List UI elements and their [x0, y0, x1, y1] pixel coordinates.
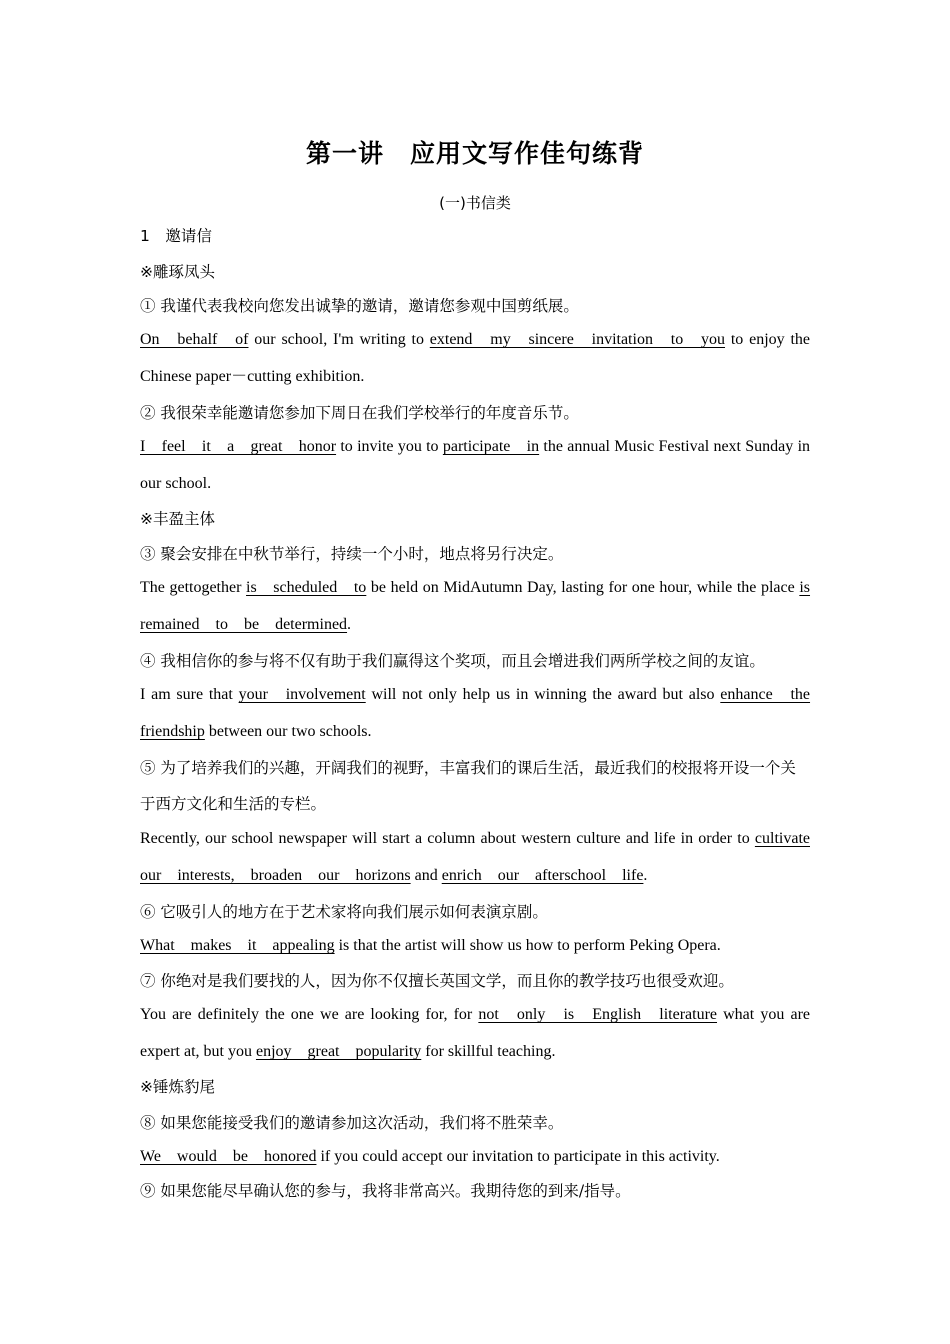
- item-4-english: [140, 676, 810, 750]
- sentence-text: Recently, our school newspaper will start a column about western culture and life in order to: [140, 830, 755, 847]
- sub-heading-body: ※丰盈主体: [140, 510, 215, 528]
- sentence-text: The gettogether: [140, 579, 247, 596]
- key-phrase: extend my sincere invitation to you: [429, 331, 726, 348]
- key-phrase: I feel it a great honor: [140, 438, 337, 455]
- key-phrase: is remained to be determined: [140, 579, 811, 633]
- item-1-english: [140, 321, 810, 395]
- item-3-english: [140, 569, 810, 643]
- sentence-text: to enjoy the Chinese paper－cutting exhibition.: [140, 331, 810, 385]
- sentence-text: the annual Music Festival next Sunday in our school.: [140, 438, 811, 492]
- key-phrase: participate in: [442, 438, 540, 455]
- sentence-text: if you could accept our invitation to participate in this activity.: [316, 1148, 720, 1165]
- item-2-english: [140, 428, 810, 502]
- sentence-text: be held on MidAutumn Day, lasting for one hour, while the place: [366, 579, 800, 596]
- item-9-chinese: ⑨ 如果您能尽早确认您的参与，我将非常高兴。我期待您的到来/指导。: [140, 1182, 631, 1200]
- item-6-chinese: ⑥ 它吸引人的地方在于艺术家将向我们展示如何表演京剧。: [140, 903, 548, 921]
- sentence-text: I am sure that: [140, 686, 239, 703]
- key-phrase: enhance the friendship: [140, 686, 811, 740]
- item-5-chinese: ⑤ 为了培养我们的兴趣，开阔我们的视野，丰富我们的课后生活，最近我们的校报将开设一个关于西方文化和生活的专栏。: [140, 759, 796, 813]
- sentence-text: for skillful teaching.: [421, 1043, 556, 1060]
- key-phrase: is scheduled to: [246, 579, 367, 596]
- page-title: 第一讲 应用文写作佳句练背: [305, 139, 644, 168]
- key-phrase: your involvement: [238, 686, 366, 703]
- sentence-text: .: [347, 616, 352, 633]
- sentence-text: between our two schools.: [204, 723, 372, 740]
- section-subtitle: (一)书信类: [439, 194, 511, 212]
- key-phrase: What makes it appealing: [140, 937, 335, 954]
- item-8-chinese: ⑧ 如果您能接受我们的邀请参加这次活动，我们将不胜荣幸。: [140, 1114, 564, 1132]
- item-3-chinese: ③ 聚会安排在中秋节举行，持续一个小时，地点将另行决定。: [140, 545, 564, 563]
- sentence-text: to invite you to: [336, 438, 443, 455]
- key-phrase: We would be honored: [140, 1148, 317, 1165]
- key-phrase: cultivate our interests, broaden our horizons: [140, 830, 810, 884]
- sub-heading-opening: ※雕琢凤头: [140, 263, 215, 281]
- sentence-text: what you are expert at, but you: [140, 1006, 810, 1060]
- item-2-chinese: ② 我很荣幸能邀请您参加下周日在我们学校举行的年度音乐节。: [140, 404, 579, 422]
- item-7-chinese: ⑦ 你绝对是我们要找的人，因为你不仅擅长英国文学，而且你的教学技巧也很受欢迎。: [140, 972, 734, 990]
- key-phrase: enrich our afterschool life: [441, 867, 644, 884]
- sentence-text: our school, I'm writing to: [248, 331, 430, 348]
- sentence-text: You are definitely the one we are looking for, for: [140, 1006, 479, 1023]
- sentence-text: will not only help us in winning the award but also: [365, 686, 721, 703]
- item-5-english: [140, 820, 810, 894]
- item-6-english: [140, 927, 810, 964]
- item-8-english: [140, 1138, 810, 1175]
- sentence-text: .: [643, 867, 648, 884]
- key-phrase: On behalf of: [140, 331, 249, 348]
- section-heading: 1 邀请信: [140, 227, 212, 245]
- item-4-chinese: ④ 我相信你的参与将不仅有助于我们赢得这个奖项，而且会增进我们两所学校之间的友谊。: [140, 652, 765, 670]
- key-phrase: not only is English literature: [478, 1006, 718, 1023]
- sentence-text: and: [410, 867, 442, 884]
- key-phrase: enjoy great popularity: [255, 1043, 422, 1060]
- sub-heading-closing: ※锤炼豹尾: [140, 1078, 215, 1096]
- sentence-text: is that the artist will show us how to perform Peking Opera.: [334, 937, 721, 954]
- item-7-english: [140, 996, 810, 1070]
- item-1-chinese: ① 我谨代表我校向您发出诚挚的邀请，邀请您参观中国剪纸展。: [140, 297, 579, 315]
